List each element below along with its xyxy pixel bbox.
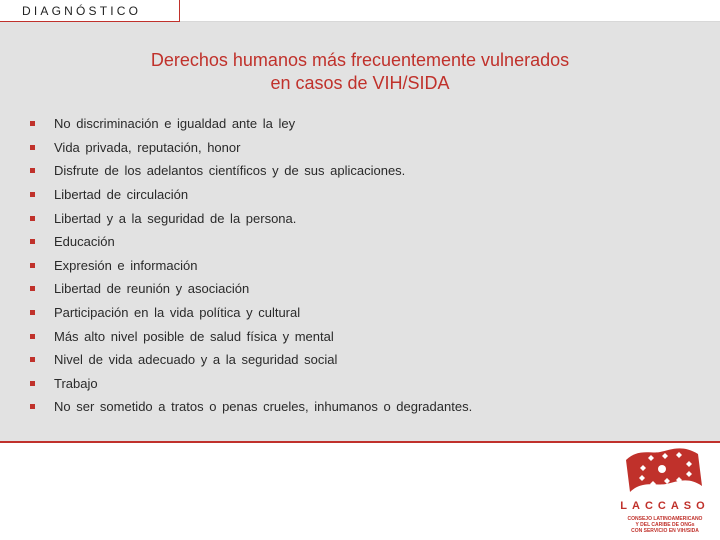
list-item-text: Nivel de vida adecuado y a la seguridad social xyxy=(54,352,338,368)
list-item-text: Expresión e información xyxy=(54,257,198,273)
list-item-text: Participación en la vida política y cultural xyxy=(54,305,301,321)
list-item xyxy=(30,254,472,278)
square-bullet-icon xyxy=(30,145,35,150)
list-item-text: Más alto nivel posible de salud física y mental xyxy=(54,328,334,344)
list-item xyxy=(30,324,472,348)
square-bullet-icon xyxy=(30,216,35,221)
square-bullet-icon xyxy=(30,286,35,291)
list-item xyxy=(30,395,472,419)
slide-title xyxy=(0,49,720,95)
logo-subtitle-line: CONSEJO LATINOAMERICANO xyxy=(627,516,703,522)
logo-wordmark: LACCASO xyxy=(620,500,710,512)
section-tab: DIAGNÓSTICO xyxy=(0,0,180,22)
list-item xyxy=(30,230,472,254)
list-item-text: Disfrute de los adelantos científicos y de sus aplicaciones. xyxy=(54,163,406,179)
list-item-text: Trabajo xyxy=(54,375,98,391)
list-item xyxy=(30,348,472,372)
rights-list xyxy=(30,112,472,419)
list-item-text: No ser sometido a tratos o penas crueles, inhumanos o degradantes. xyxy=(54,399,473,415)
square-bullet-icon xyxy=(30,168,35,173)
list-item xyxy=(30,112,472,136)
square-bullet-icon xyxy=(30,239,35,244)
list-item xyxy=(30,277,472,301)
square-bullet-icon xyxy=(30,192,35,197)
square-bullet-icon xyxy=(30,357,35,362)
footer-rule xyxy=(0,441,720,443)
slide-title-line-2: en casos de VIH/SIDA xyxy=(270,73,450,93)
square-bullet-icon xyxy=(30,404,35,409)
laccaso-logo xyxy=(612,446,718,538)
list-item-text: Vida privada, reputación, honor xyxy=(54,139,241,155)
square-bullet-icon xyxy=(30,381,35,386)
list-item xyxy=(30,206,472,230)
square-bullet-icon xyxy=(30,334,35,339)
square-bullet-icon xyxy=(30,121,35,126)
logo-subtitle-line: CON SERVICIO EN VIH/SIDA xyxy=(631,528,699,534)
flag-ribbon-icon xyxy=(612,446,718,500)
list-item xyxy=(30,301,472,325)
header-divider xyxy=(180,21,720,22)
list-item xyxy=(30,159,472,183)
list-item xyxy=(30,183,472,207)
list-item-text: No discriminación e igualdad ante la ley xyxy=(54,116,296,132)
list-item-text: Libertad y a la seguridad de la persona. xyxy=(54,210,297,226)
slide-title-line-1: Derechos humanos más frecuentemente vulnerados xyxy=(150,50,570,70)
list-item-text: Educación xyxy=(54,234,115,250)
list-item-text: Libertad de circulación xyxy=(54,187,189,203)
list-item xyxy=(30,136,472,160)
list-item xyxy=(30,372,472,396)
square-bullet-icon xyxy=(30,310,35,315)
logo-subtitle-line: Y DEL CARIBE DE ONGs xyxy=(635,522,695,528)
list-item-text: Libertad de reunión y asociación xyxy=(54,281,250,297)
square-bullet-icon xyxy=(30,263,35,268)
